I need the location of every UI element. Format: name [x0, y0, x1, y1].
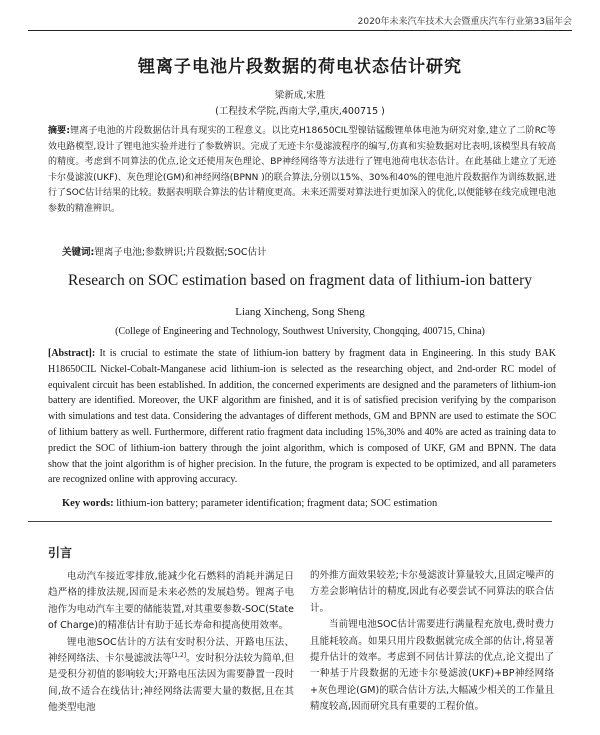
intro-paragraph-continued: 的外推方面效果较差;卡尔曼滤波计算量较大,且固定噪声的方差会影响估计的精度,因此有必要尝试不同算法的联合估计。 — [310, 570, 554, 614]
keywords-label-en: Key words: — [62, 498, 114, 509]
body-left-column — [48, 546, 294, 717]
intro-paragraph-3: 当前锂电池SOC估计需要进行满量程充放电,费时费力且能耗较高。如果只用片段数据就完成全部的估计,将显著提升估计的效率。考虑到不同估计算法的优点,论文提出了一种基于片段数据的无迹卡尔曼滤波(UKF)+BP神经网络+灰色理论(GM)的联合估计方法,大幅减少相关的工作量且精度较高,因而研究具有重要的工程价值。 — [310, 619, 554, 713]
abstract-text-en: It is crucial to estimate the state of lithium-ion battery by fragment data in Engineering. In this study BAK H18650CIL Nickel-Cobalt-Manganese acid lithium-ion is selected as the researching object, and 2nd-order RC model of equivalent circuit has been established. In addition, the concerned experiments are designed and the parameters of lithium-ion battery are identified. Moreover, the UKF algorithm are finished, and it is of satisfied precision verifying by the comparison with simulations and test data. Considering the advantages of different methods, GM and BPNN are used to estimate the SOC of lithium battery as well. Furthermore, different ratio fragment data including 15%,30% and 40% are acted as training data to predict the SOC of lithium-ion battery through the joint algorithm, which is composed of UKF, GM and BPNN. The data show that the joint algorithm is of higher precision. In the future, the program is expected to be optimized, and all parameters are recognized online with approving accuracy. — [48, 348, 556, 486]
intro-paragraph-2-part-b: 。安时积分法较为简单,但是受积分初值的影响较大;开路电压法因为需要静置一段时间,故不适合在线估计;神经网络法需要大量的数据,且在其他类型电池 — [48, 653, 294, 714]
abstract-label-zh: 摘要: — [48, 126, 70, 136]
running-header: 2020年未来汽车技术大会暨重庆汽车行业第33届年会 — [357, 17, 572, 27]
keywords-en — [62, 498, 556, 509]
citation-ref: [1,2] — [171, 651, 187, 659]
keywords-zh — [62, 244, 556, 258]
abstract-label-en: [Abstract]: — [48, 348, 96, 359]
authors-en: Liang Xincheng, Song Sheng — [235, 306, 365, 318]
keywords-label-zh: 关键词: — [62, 247, 95, 258]
affiliation-zh: (工程技术学院,西南大学,重庆,400715 ) — [215, 106, 385, 117]
header-rule — [28, 30, 572, 31]
section-title-intro: 引言 — [48, 546, 73, 560]
keywords-text-en: lithium-ion battery; parameter identification; fragment data; SOC estimation — [116, 498, 438, 509]
intro-paragraph-2 — [48, 635, 294, 717]
authors-zh: 梁新成,宋胜 — [274, 90, 326, 101]
intro-paragraph-2-part-a: 锂电池SOC估计的方法有安时积分法、开路电压法、神经网络法、卡尔曼滤波法等 — [48, 636, 294, 665]
paper-title-zh: 锂离子电池片段数据的荷电状态估计研究 — [138, 57, 462, 77]
paper-title-en: Research on SOC estimation based on fragment data of lithium-ion battery — [67, 272, 533, 289]
affiliation-en: (College of Engineering and Technology, Southwest University, Chongqing, 400715, China) — [115, 326, 485, 337]
keywords-text-zh: 锂离子电池;参数辨识;片段数据;SOC估计 — [94, 247, 267, 258]
abstract-en — [48, 346, 556, 488]
intro-paragraph-1: 电动汽车接近零排放,能减少化石燃料的消耗并满足日趋严格的排放法规,因而是未来必然的发展趋势。锂离子电池作为电动汽车主要的储能装置,对其重要参数-SOC(State of Charge)的精准估计有助于延长寿命和提高使用效率。 — [48, 571, 294, 632]
abstract-zh — [48, 124, 556, 218]
body-right-column — [310, 568, 554, 716]
separator-line — [28, 521, 552, 522]
abstract-text-zh: 锂离子电池的片段数据估计具有现实的工程意义。以比克H18650CIL型镍钴锰酸锂单体电池为研究对象,建立了二阶RC等效电路模型,设计了锂电池实验并进行了参数辨识。完成了无迹卡尔曼滤波程序的编写,仿真和实验数据对比表明,该模型具有较高的精度。考虑到不同算法的优点,论文还使用灰色理论、BP神经网络等方法进行了锂电池荷电状态估计。在此基础上建立了无迹卡尔曼滤波(UKF)、灰色理论(GM)和神经网络(BPNN )的联合算法,分别以15%、30%和40%的锂电池片段数据作为训练数据,进行了SOC估计结果的比较。数据表明联合算法的估计精度更高。未来还需要对算法进行更加深入的优化,以便能够在线完成锂电池参数的精准辨识。 — [48, 126, 556, 214]
